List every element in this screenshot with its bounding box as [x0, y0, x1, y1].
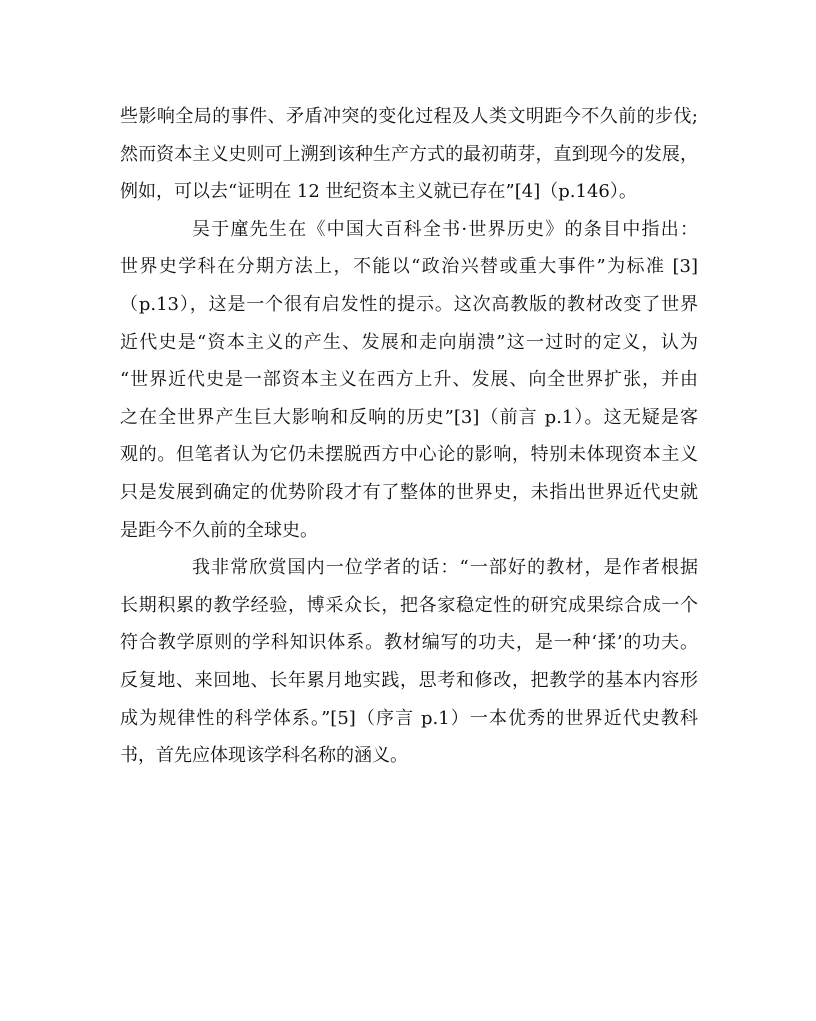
text-line: 只是发展到确定的优势阶段才有了整体的世界史，未指出世界近代史就 [120, 481, 698, 503]
text-line: 例如，可以去“证明在 12 世纪资本主义就已存在”[4]（p.146）。 [120, 181, 637, 203]
text-line: 符合教学原则的学科知识体系。教材编写的功夫，是一种‘揉’的功夫。 [120, 632, 698, 654]
text-line: 吴于廑先生在《中国大百科全书·世界历史》的条目中指出： [192, 218, 698, 240]
text-line: 之在全世界产生巨大影响和反响的历史”[3]（前言 p.1）。这无疑是客 [120, 406, 698, 428]
text-line: 长期积累的教学经验，博采众长，把各家稳定性的研究成果综合成一个 [120, 594, 698, 616]
text-line: 世界史学科在分期方法上，不能以“政治兴替或重大事件”为标准 [3] [120, 256, 698, 278]
text-line: 近代史是“资本主义的产生、发展和走向崩溃”这一过时的定义，认为 [120, 331, 698, 353]
body-text [120, 98, 698, 775]
text-line: “世界近代史是一部资本主义在西方上升、发展、向全世界扩张，并由 [120, 369, 698, 391]
text-line: 书，首先应体现该学科名称的涵义。 [120, 745, 408, 767]
text-line: 观的。但笔者认为它仍未摆脱西方中心论的影响，特别未体现资本主义 [120, 444, 698, 466]
text-line: 反复地、来回地、长年累月地实践，思考和修改，把教学的基本内容形 [120, 669, 698, 691]
text-line: （p.13），这是一个很有启发性的提示。这次高教版的教材改变了世界 [120, 293, 698, 315]
text-line: 然而资本主义史则可上溯到该种生产方式的最初萌芽，直到现今的发展， [120, 143, 698, 165]
text-line: 成为规律性的科学体系。”[5]（序言 p.1）一本优秀的世界近代史教科 [120, 707, 698, 729]
text-line: 我非常欣赏国内一位学者的话：“一部好的教材，是作者根据 [192, 557, 698, 579]
text-line: 是距今不久前的全球史。 [120, 519, 318, 541]
text-line: 些影响全局的事件、矛盾冲突的变化过程及人类文明距今不久前的步伐; [120, 106, 698, 127]
